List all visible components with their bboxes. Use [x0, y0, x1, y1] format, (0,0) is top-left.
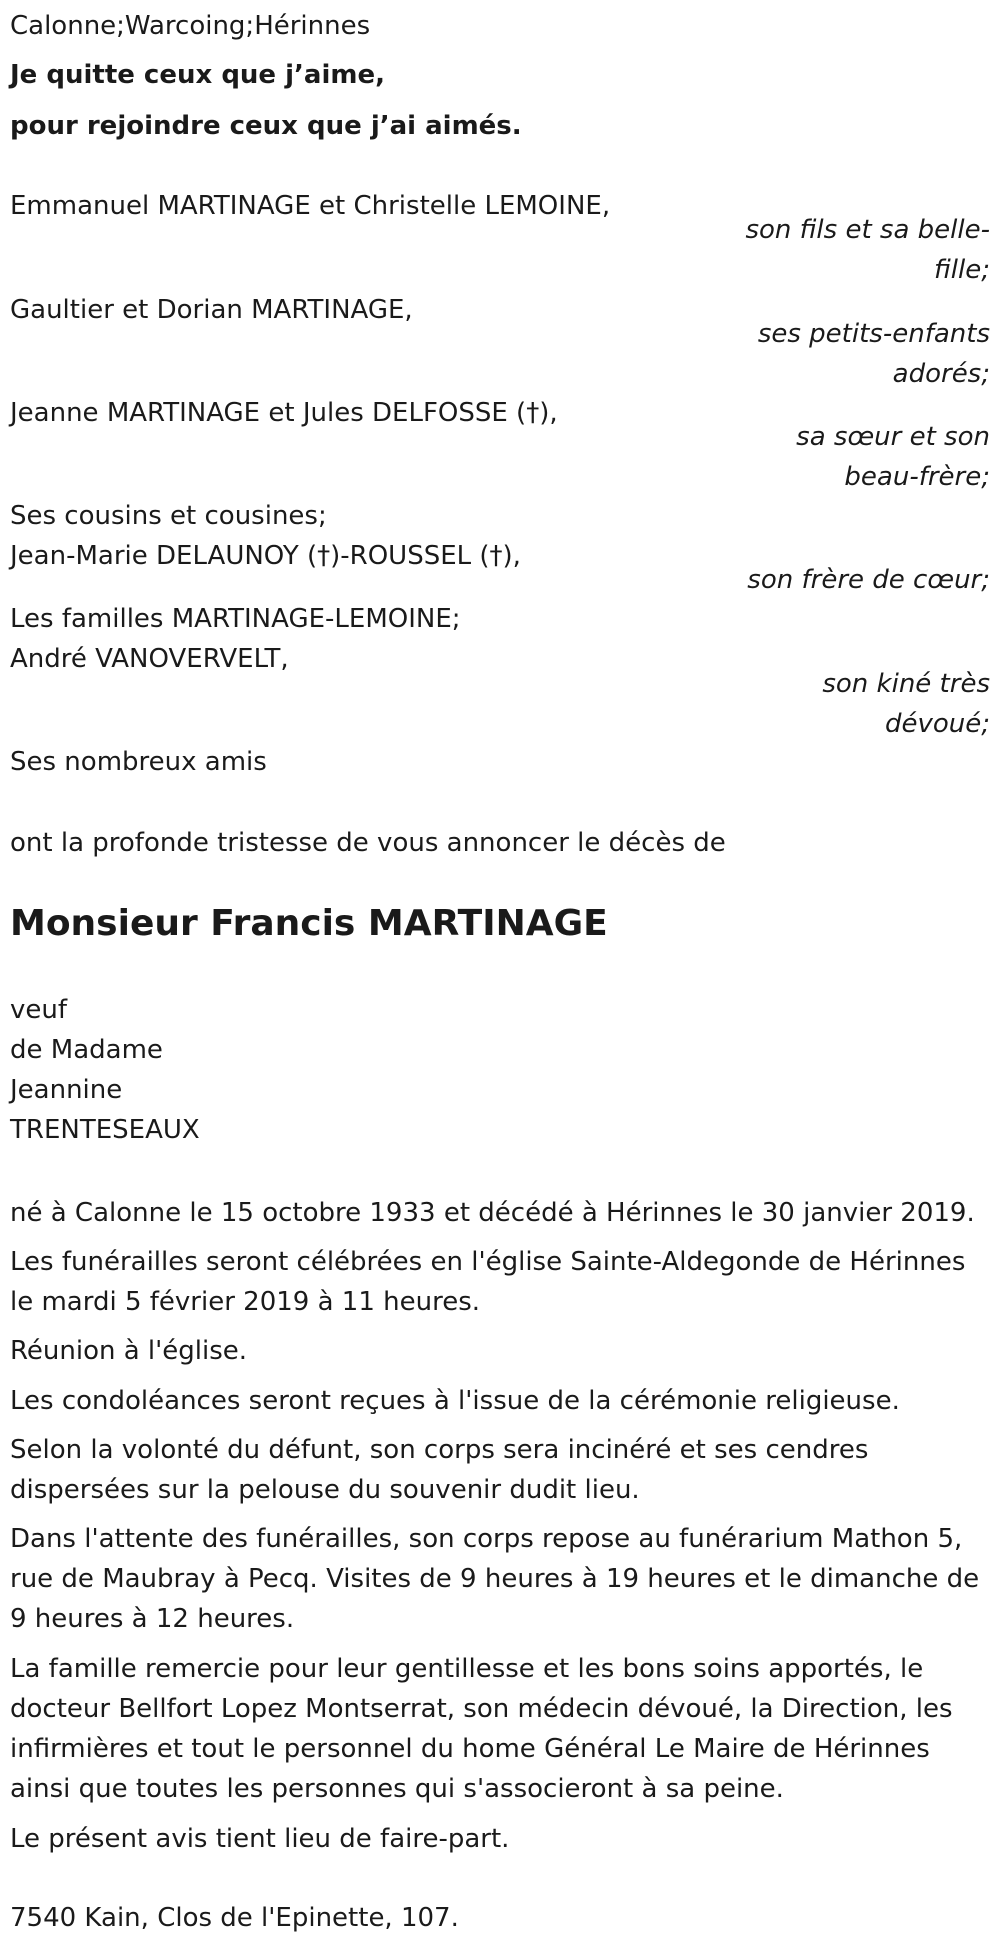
paragraph-birth-death: né à Calonne le 15 octobre 1933 et décédé à Hérinnes le 30 janvier 2019. [10, 1198, 975, 1228]
paragraph-thanks: La famille remercie pour leur gentillesse et les bons soins apportés, le docteur Bellfort Lopez Montserrat, son médecin dévoué, la Direction, les infirmières et tout le personnel du home Général Le Maire de Hérinnes ainsi que toutes les personnes qui s'associeront à sa peine. [10, 1654, 953, 1804]
paragraph-condolences: Les condoléances seront reçues à l'issue de la cérémonie religieuse. [10, 1386, 900, 1416]
family-names-6: André VANOVERVELT, [10, 644, 289, 674]
paragraph-reunion: Réunion à l'église. [10, 1336, 248, 1366]
deceased-name: Monsieur Francis MARTINAGE [10, 903, 608, 944]
family-names-4: Jean-Marie DELAUNOY (†)-ROUSSEL (†), [10, 541, 521, 571]
family-names-0: Emmanuel MARTINAGE et Christelle LEMOINE, [10, 191, 611, 221]
family-role-2: sa sœur et son beau-frère; [796, 422, 990, 492]
paragraph-notice: Le présent avis tient lieu de faire-part. [10, 1824, 510, 1854]
family-role-1: ses petits-enfants adorés; [757, 319, 990, 389]
quote-line-2: pour rejoindre ceux que j’ai aimés. [10, 111, 522, 141]
family-role-6: son kiné très dévoué; [822, 669, 990, 739]
paragraph-funeral: Les funérailles seront célébrées en l'église Sainte-Aldegonde de Hérinnes le mardi 5 février 2019 à 11 heures. [10, 1247, 966, 1317]
announcement-text: ont la profonde tristesse de vous annoncer le décès de [10, 828, 726, 858]
quote-line-1: Je quitte ceux que j’aime, [10, 60, 385, 90]
status-line-3: TRENTESEAUX [10, 1115, 200, 1145]
family-role-0: son fils et sa belle-fille; [745, 215, 990, 285]
family-names-5: Les familles MARTINAGE-LEMOINE; [10, 604, 461, 634]
paragraph-funerarium: Dans l'attente des funérailles, son corps repose au funérarium Mathon 5, rue de Maubray à Pecq. Visites de 9 heures à 19 heures et le dimanche de 9 heures à 12 heures. [10, 1524, 980, 1634]
family-names-3: Ses cousins et cousines; [10, 501, 327, 531]
status-line-1: de Madame [10, 1035, 163, 1065]
status-line-0: veuf [10, 995, 68, 1025]
family-names-2: Jeanne MARTINAGE et Jules DELFOSSE (†), [10, 398, 558, 428]
family-names-7: Ses nombreux amis [10, 747, 267, 777]
family-role-4: son frère de cœur; [747, 565, 990, 595]
locations-line: Calonne;Warcoing;Hérinnes [10, 11, 371, 41]
status-line-2: Jeannine [10, 1075, 123, 1105]
address-line: 7540 Kain, Clos de l'Epinette, 107. [10, 1903, 459, 1933]
paragraph-cremation: Selon la volonté du défunt, son corps sera incinéré et ses cendres dispersées sur la pelouse du souvenir dudit lieu. [10, 1435, 869, 1505]
family-names-1: Gaultier et Dorian MARTINAGE, [10, 295, 413, 325]
